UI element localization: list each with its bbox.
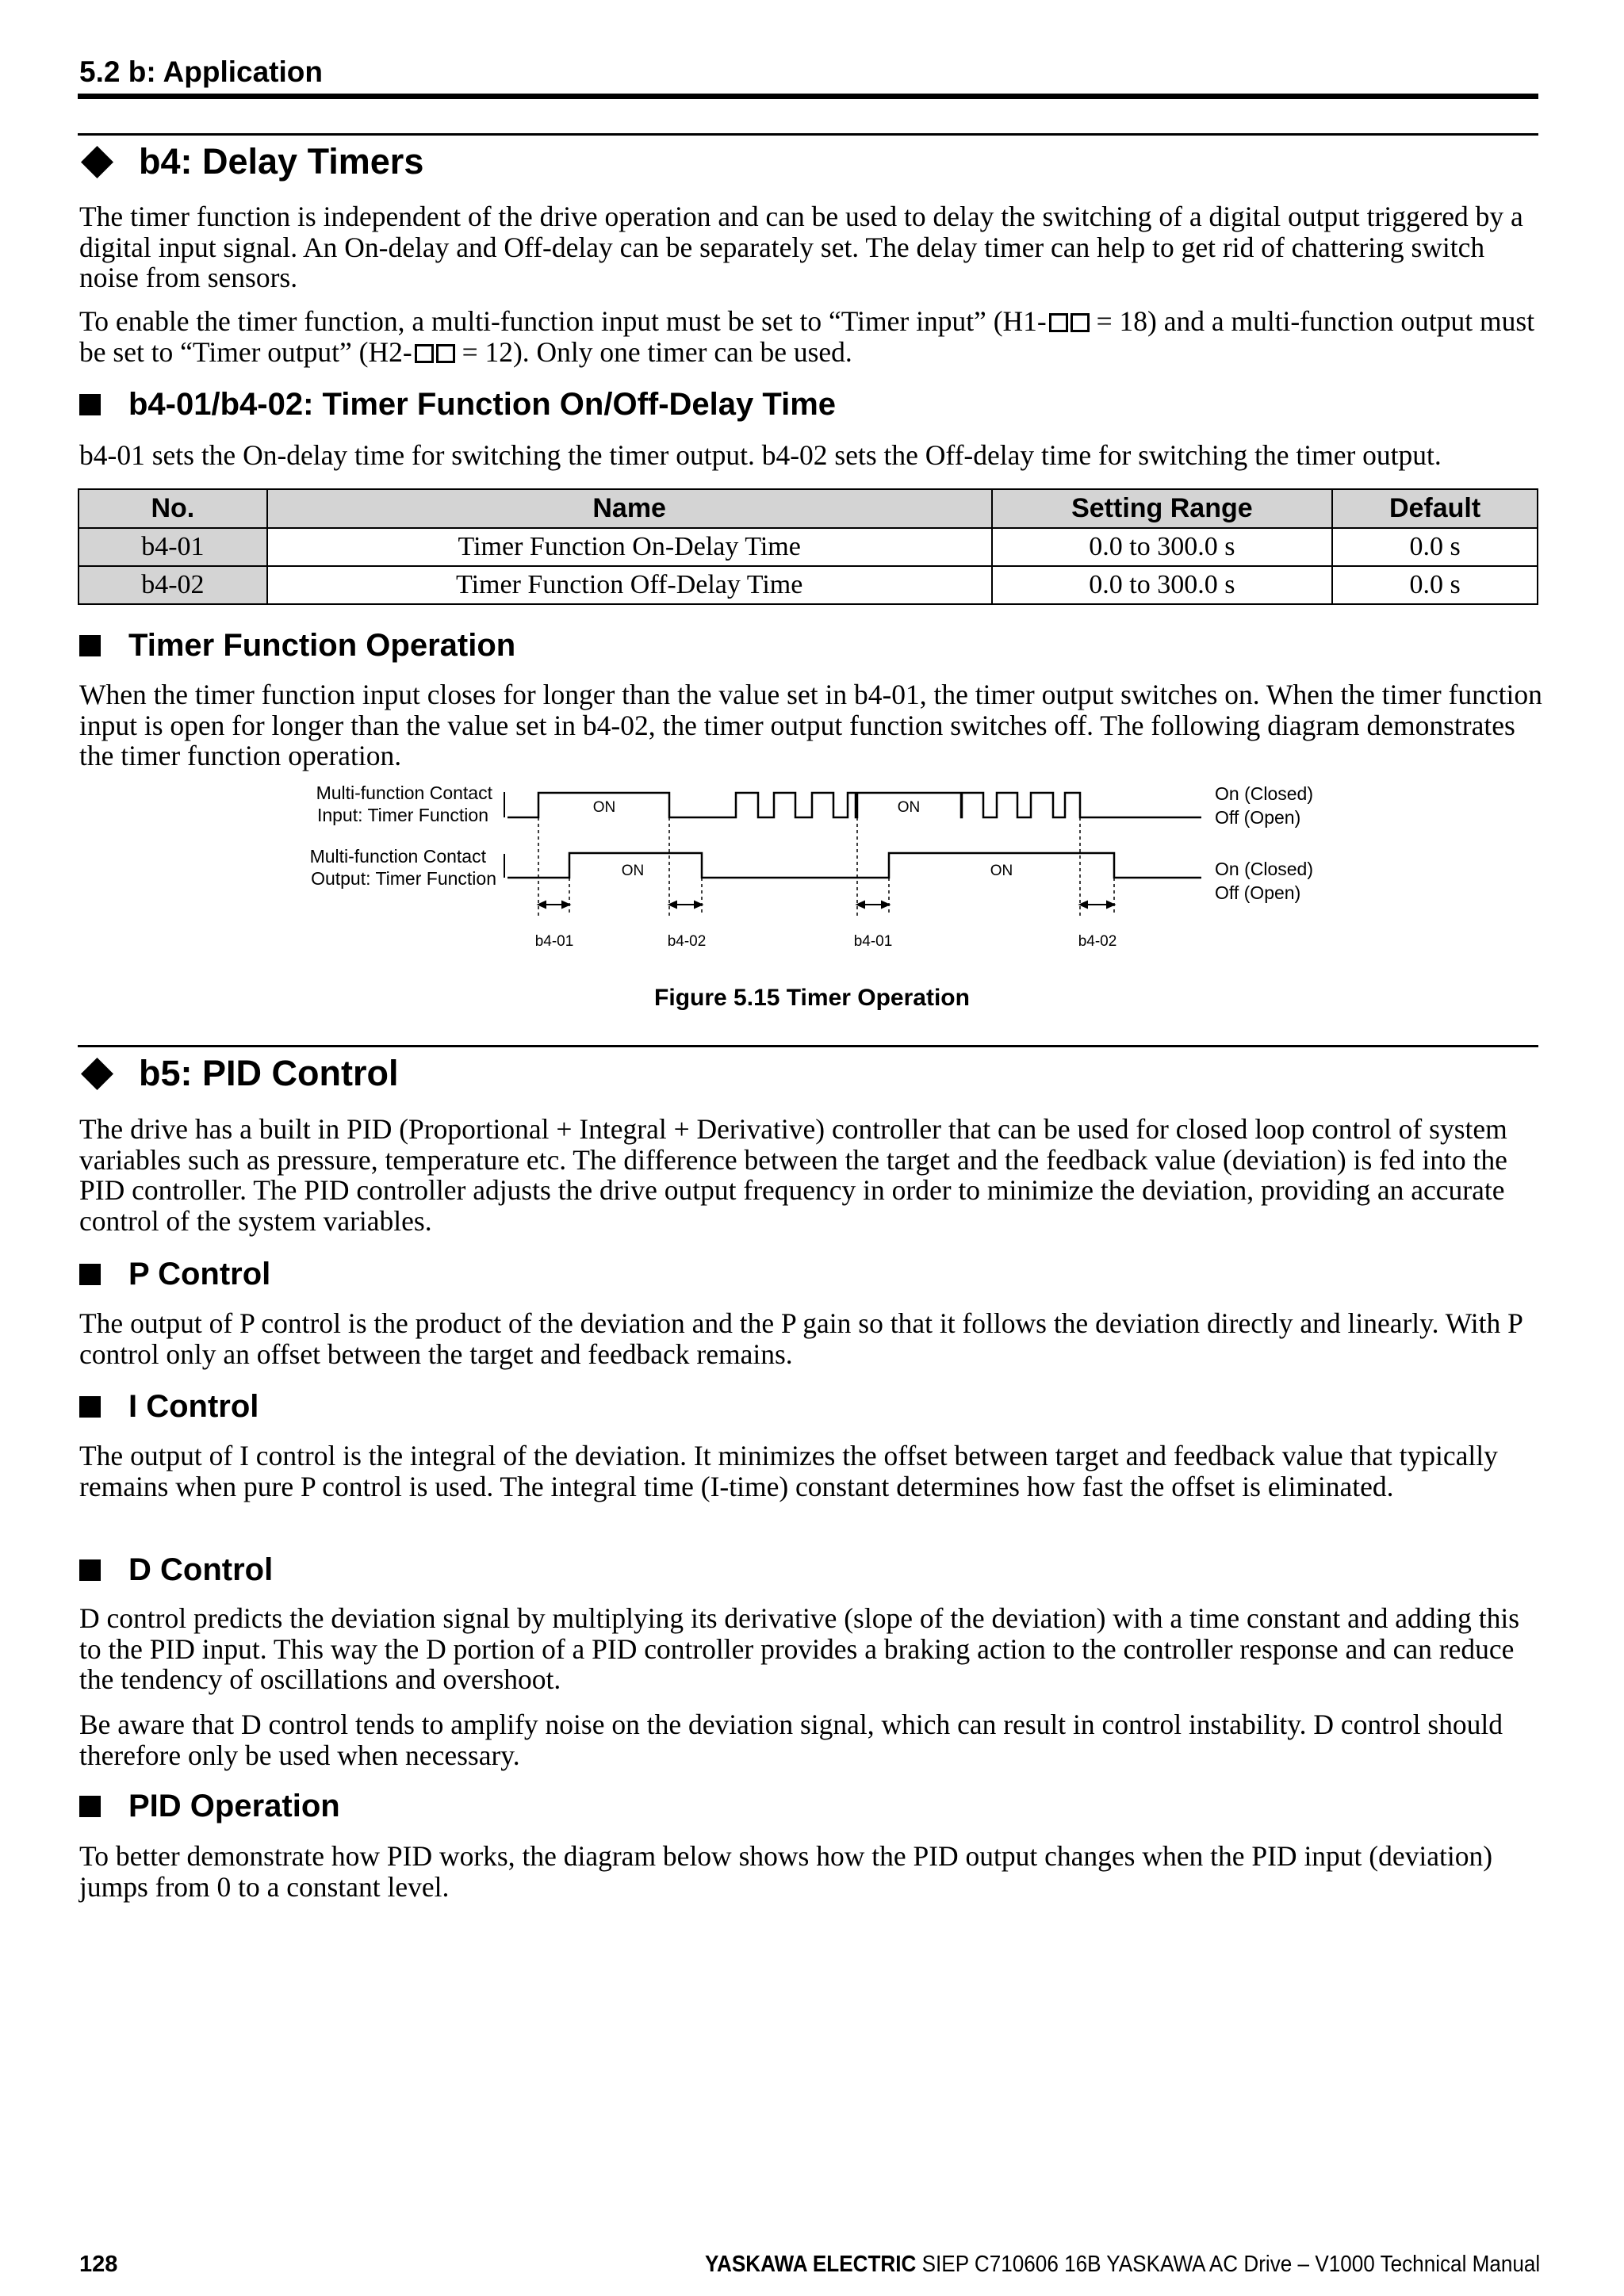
table-row [79,566,1538,604]
b4-enable-part1: To enable the timer function, a multi-function input must be set to “Timer input” (H1- [79,305,1047,337]
subsection-title-timer-operation-text: Timer Function Operation [128,628,516,663]
table-cell: b4-02 [79,566,267,604]
square-bullet-icon [79,635,101,656]
i-control-paragraph: The output of I control is the integral of the deviation. It minimizes the offset between target and feedback value that typically remains when pure P control is used. The integral time (I-time) constant determines how fast the offset is eliminated. [79,1440,1498,1502]
arrow-head-icon [669,901,676,908]
b5-intro-paragraph: The drive has a built in PID (Proportional + Integral + Derivative) controller that can be used for closed loop control of system variables such as pressure, temperature etc. The difference between the target and the feedback value (deviation) is fed into the PID controller. The PID controller adjusts the drive output frequency in order to minimize the deviation, providing an accurate control of the system variables. [79,1113,1507,1237]
table-header-row [79,489,1538,528]
subsection-title-d-control-text: D Control [128,1552,274,1587]
section-title-b5 [79,1053,398,1094]
input-label-line1: Multi-function Contact [316,783,492,803]
subsection-title-d-control [79,1552,273,1588]
diamond-icon [81,1057,113,1089]
section-title-b4 [79,141,423,182]
input-on-closed-label: On (Closed) [1215,783,1313,804]
b402-label: b4-02 [1078,933,1117,950]
parameter-table [78,488,1538,605]
output-on-label: ON [621,863,645,879]
arrow-head-icon [562,901,569,908]
section-title-b5-text: b5: PID Control [139,1053,399,1093]
square-bullet-icon [79,1796,101,1817]
subsection-title-timer-operation [79,628,515,664]
table-row [79,528,1538,566]
square-bullet-icon [79,1264,101,1285]
b4-enable-part3: = 12). Only one timer can be used. [454,335,852,368]
b4-enable-part2: = 18) and a multi-function output must be set to “Timer output” (H2- [79,305,1535,368]
placeholder-box-icon [1071,313,1090,332]
subsection-title-pid-operation-text: PID Operation [128,1789,340,1823]
input-on-label: ON [897,799,921,816]
footer-brand: YASKAWA ELECTRIC [704,2252,917,2277]
input-off-open-label: Off (Open) [1215,807,1301,828]
section-title-b4-text: b4: Delay Timers [139,141,424,182]
footer-manual-text: SIEP C710606 16B YASKAWA AC Drive – V1000 Technical Manual [916,2252,1540,2277]
output-on-label: ON [990,863,1013,879]
arrow-head-icon [1080,901,1087,908]
table-header-cell: No. [79,489,267,528]
b402-label: b4-02 [667,933,707,950]
section-rule-b4 [78,133,1538,136]
arrow-head-icon [538,901,546,908]
input-label-line2: Input: Timer Function [316,805,488,825]
section-rule-b5 [78,1045,1538,1047]
table-cell: 0.0 s [1332,528,1538,566]
subsection-title-i-control [79,1389,259,1425]
footer-manual-title [705,2252,1540,2278]
arrow-head-icon [857,901,864,908]
table-cell: 0.0 to 300.0 s [992,528,1333,566]
square-bullet-icon [79,1396,101,1418]
running-header: 5.2 b: Application [79,55,323,88]
placeholder-box-icon [436,344,455,363]
input-on-label: ON [592,799,616,816]
subsection-title-b401-b402 [79,387,836,423]
b401-label: b4-01 [853,933,893,950]
pid-operation-paragraph: To better demonstrate how PID works, the diagram below shows how the PID output changes when the PID input (deviation) jumps from 0 to a constant level. [79,1840,1493,1903]
p-control-paragraph: The output of P control is the product of the deviation and the P gain so that it follows the deviation directly and linearly. With P control only an offset between the target and feedback remains. [79,1307,1522,1370]
placeholder-box-icon [1049,313,1068,332]
output-label-line2: Output: Timer Function [311,868,496,889]
b4-intro-paragraph: The timer function is independent of the drive operation and can be used to delay the switching of a digital output triggered by a digital input signal. An On-delay and Off-delay can be separately set. The delay timer can help to get rid of chattering switch noise from sensors. [79,201,1523,293]
output-label-line1: Multi-function Contact [309,846,486,867]
timer-operation-paragraph: When the timer function input closes for longer than the value set in b4-01, the timer output switches on. When the timer function input is open for longer than the value set in b4-02, the timer output function switches off. The following diagram demonstrates the timer function operation. [79,679,1542,771]
table-cell: Timer Function Off-Delay Time [267,566,992,604]
arrow-head-icon [695,901,702,908]
square-bullet-icon [79,394,101,415]
d-control-paragraph-1: D control predicts the deviation signal by multiplying its derivative (slope of the deviation) with a time constant and adding this to the PID input. This way the D portion of a PID controller provides a braking action to the controller response and can reduce the tendency of oscillations and overshoot. [79,1602,1520,1695]
output-on-closed-label: On (Closed) [1215,859,1313,879]
output-waveform [508,853,1201,878]
table-cell: Timer Function On-Delay Time [267,528,992,566]
table-cell: 0.0 s [1332,566,1538,604]
timer-operation-diagram [0,777,1624,967]
b401-description: b4-01 sets the On-delay time for switching the timer output. b4-02 sets the Off-delay time for switching the timer output. [79,439,1442,471]
table-header-cell: Default [1332,489,1538,528]
subsection-title-p-control [79,1257,270,1292]
figure-caption: Figure 5.15 Timer Operation [654,985,970,1011]
output-off-open-label: Off (Open) [1215,882,1301,903]
subsection-title-p-control-text: P Control [128,1257,271,1292]
table-cell: 0.0 to 300.0 s [992,566,1333,604]
header-rule [78,94,1538,99]
table-header-cell: Name [267,489,992,528]
diamond-icon [81,145,113,178]
square-bullet-icon [79,1559,101,1581]
subsection-title-i-control-text: I Control [128,1389,259,1424]
b401-label: b4-01 [534,933,574,950]
subsection-title-b401-text: b4-01/b4-02: Timer Function On/Off-Delay Time [128,387,837,422]
arrow-head-icon [882,901,889,908]
table-cell: b4-01 [79,528,267,566]
arrow-head-icon [1107,901,1114,908]
placeholder-box-icon [415,344,434,363]
page-number: 128 [79,2252,118,2277]
d-control-paragraph-2: Be aware that D control tends to amplify noise on the deviation signal, which can result in control instability. D control should therefore only be used when necessary. [79,1709,1503,1771]
table-header-cell: Setting Range [992,489,1333,528]
subsection-title-pid-operation [79,1789,340,1824]
b4-enable-paragraph [79,306,1542,367]
